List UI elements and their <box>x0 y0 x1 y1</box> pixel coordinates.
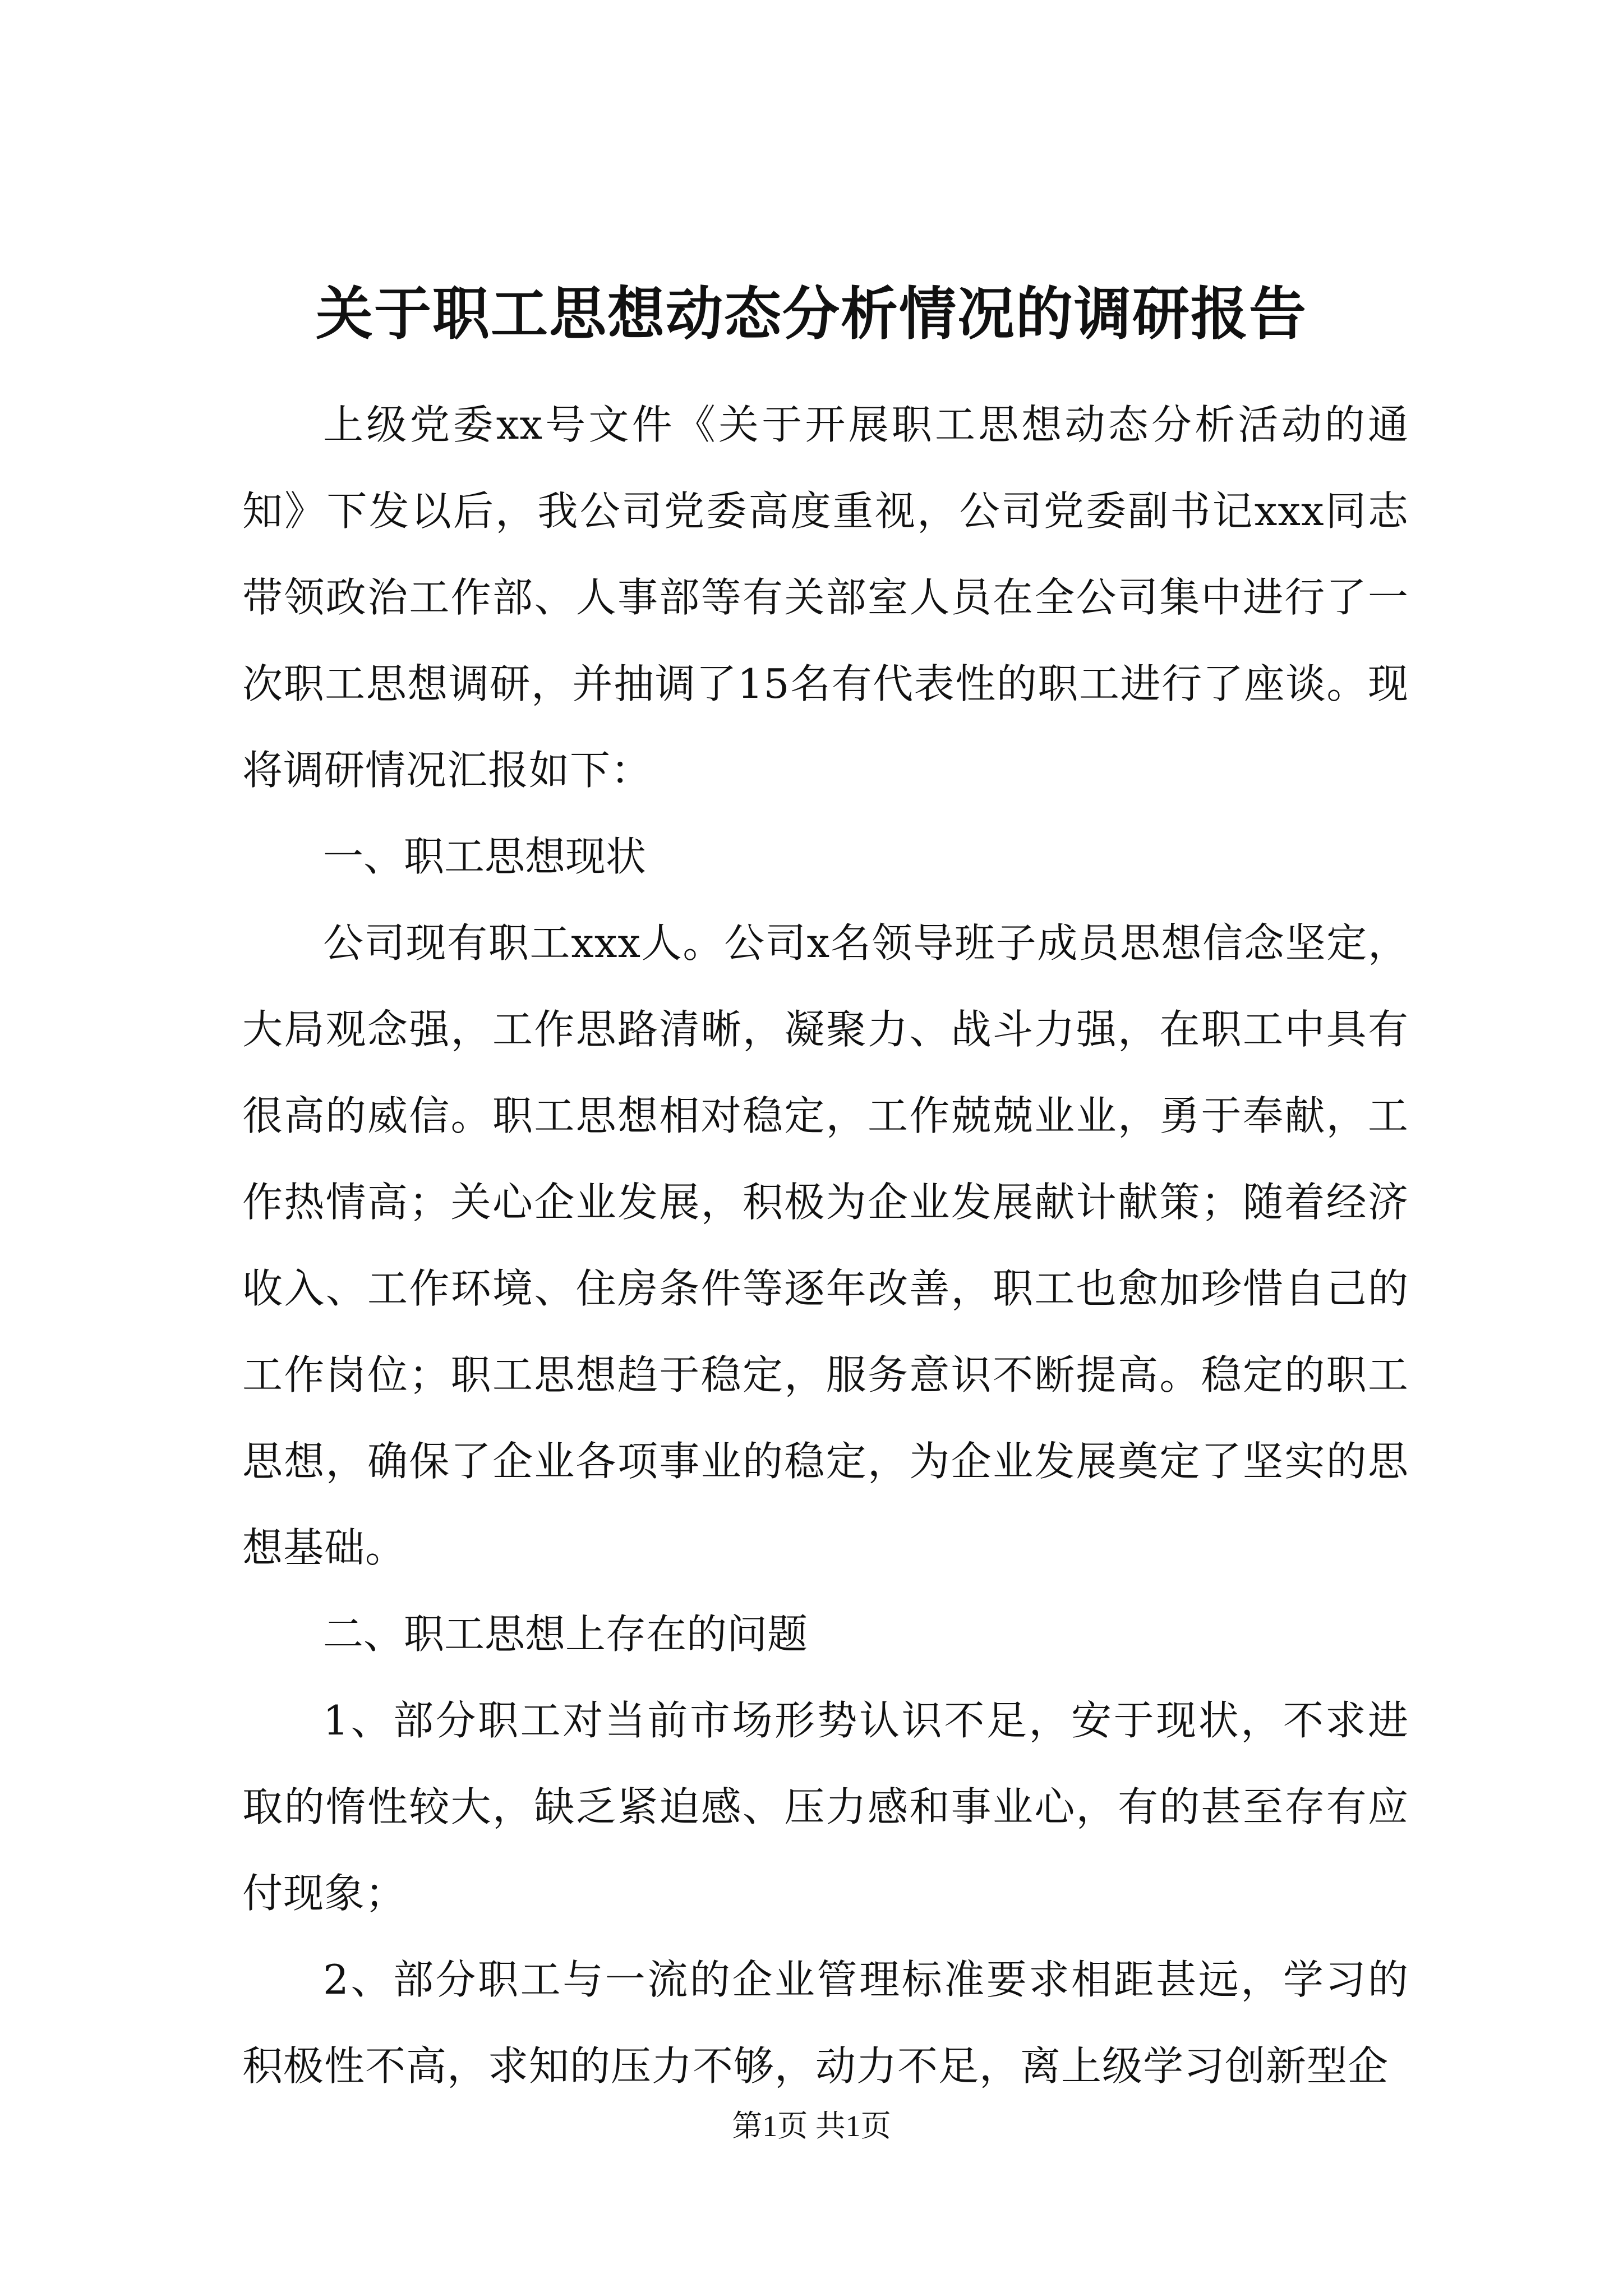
document-body <box>242 381 1409 2109</box>
document-title: 关于职工思想动态分析情况的调研报告 <box>316 280 1307 348</box>
problem-item-2: 2、部分职工与一流的企业管理标准要求相距甚远，学习的积极性不高，求知的压力不够，动力不足，离上级学习创新型企 <box>242 1956 1409 2090</box>
status-paragraph: 公司现有职工xxx人。公司x名领导班子成员思想信念坚定，大局观念强，工作思路清晰，凝聚力、战斗力强，在职工中具有很高的威信。职工思想相对稳定，工作兢兢业业，勇于奉献，工作热情高；关心企业发展，积极为企业发展献计献策；随着经济收入、工作环境、住房条件等逐年改善，职工也愈加珍惜自己的工作岗位；职工思想趋于稳定，服务意识不断提高。稳定的职工思想，确保了企业各项事业的稳定，为企业发展奠定了坚实的思想基础。 <box>242 919 1409 1571</box>
page-footer: 第1页 共1页 <box>732 2109 891 2143</box>
problem-item-1: 1、部分职工对当前市场形势认识不足，安于现状，不求进取的惰性较大，缺乏紧迫感、压力感和事业心，有的甚至存有应付现象； <box>242 1697 1409 1917</box>
section-heading-1: 一、职工思想现状 <box>323 833 647 880</box>
section-heading-2: 二、职工思想上存在的问题 <box>323 1611 808 1658</box>
intro-paragraph: 上级党委xx号文件《关于开展职工思想动态分析活动的通知》下发以后，我公司党委高度重视，公司党委副书记xxx同志带领政治工作部、人事部等有关部室人员在全公司集中进行了一次职工思想调研，并抽调了15名有代表性的职工进行了座谈。现将调研情况汇报如下： <box>242 401 1409 794</box>
